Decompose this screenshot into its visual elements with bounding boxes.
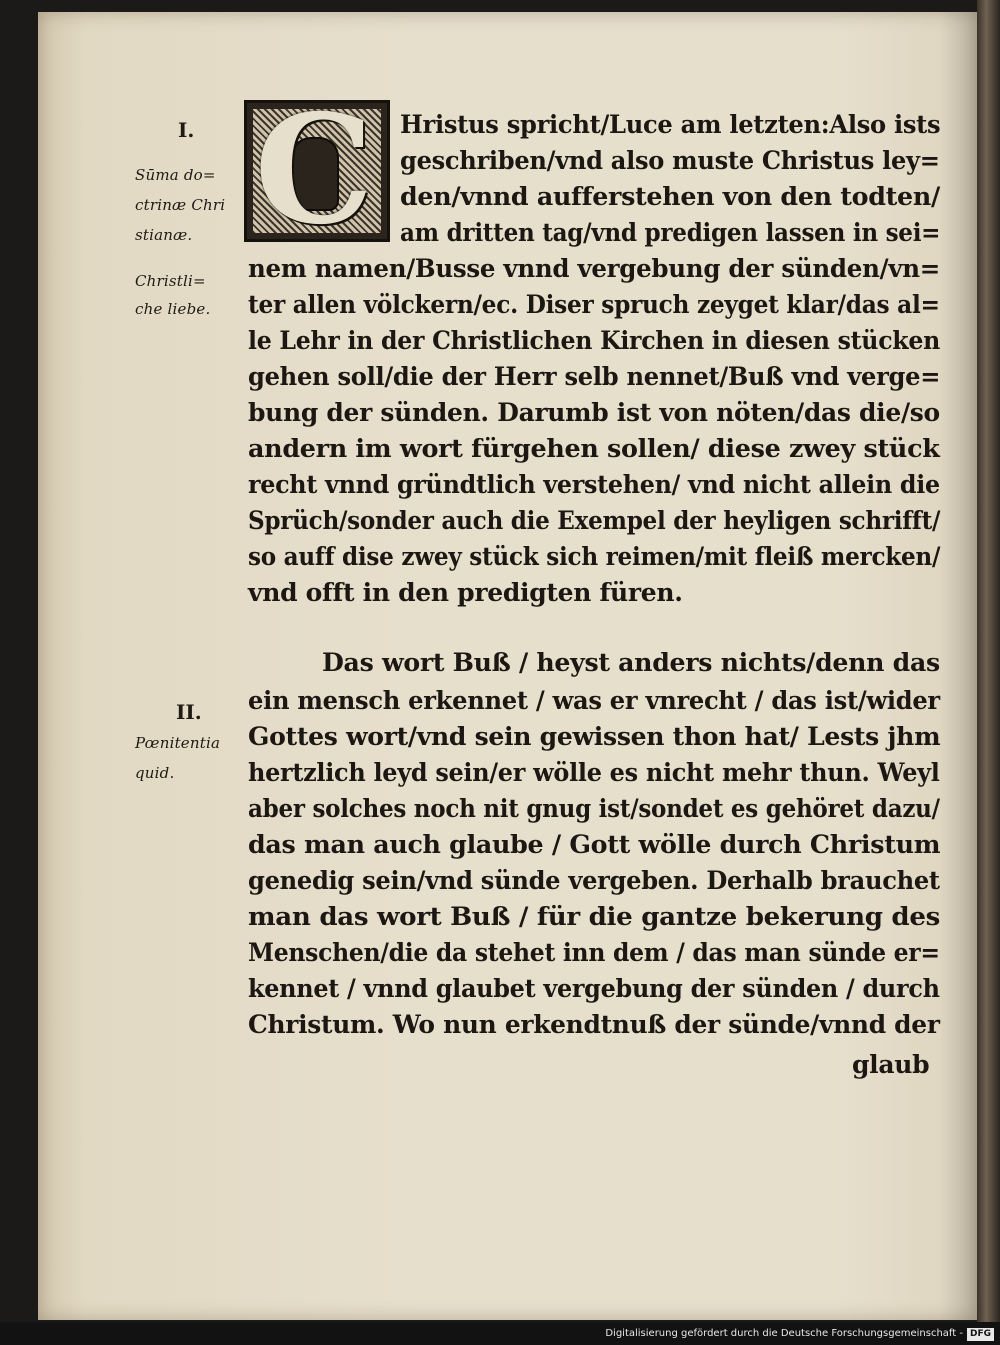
margin-numeral-2: II.: [176, 700, 202, 724]
credit-text: Digitalisierung gefördert durch die Deutsche Forschungsgemeinschaft -: [605, 1328, 963, 1339]
text-line: Christum. Wo nun erkendtnuß der sünde/vnnd der: [248, 1010, 940, 1039]
decorated-initial-c-icon: [244, 82, 390, 258]
text-line: Menschen/die da stehet inn dem / das man sünde er=: [248, 938, 940, 967]
text-line: Hristus spricht/Luce am letzten:Also ists: [400, 110, 941, 139]
text-line: nem namen/Busse vnnd vergebung der sünden/vn=: [248, 254, 940, 283]
text-line: Gottes wort/vnd sein gewissen thon hat/ Lests jhm: [248, 722, 941, 751]
text-line: le Lehr in der Christlichen Kirchen in diesen stücken: [248, 326, 941, 355]
dfg-logo: DFG: [967, 1328, 994, 1341]
margin-note-summa-1: Sūma do=: [135, 166, 216, 184]
margin-note-summa-3: stianæ.: [135, 226, 193, 244]
margin-note-summa-2: ctrinæ Chri: [135, 196, 226, 214]
text-line: vnd offt in den predigten füren.: [248, 578, 683, 607]
text-line: Sprüch/sonder auch die Exempel der heyligen schrifft/: [248, 506, 941, 535]
text-line: am dritten tag/vnd predigen lassen in sei=: [400, 218, 941, 247]
text-line: hertzlich leyd sein/er wölle es nicht mehr thun. Weyl: [248, 758, 940, 787]
margin-note-poenitentia-1: Pœnitentia: [135, 734, 221, 752]
text-line: so auff dise zwey stück sich reimen/mit fleiß mercken/: [248, 542, 941, 571]
text-line: andern im wort fürgehen sollen/ diese zwey stück: [248, 434, 940, 463]
text-line: genedig sein/vnd sünde vergeben. Derhalb brauchet: [248, 866, 940, 895]
text-line: Das wort Buß / heyst anders nichts/denn das: [322, 648, 940, 677]
drop-cap-letter: C: [254, 82, 374, 258]
text-line: man das wort Buß / für die gantze bekerung des: [248, 902, 941, 931]
text-line: ter allen völckern/ec. Diser spruch zeyget klar/das al=: [248, 290, 940, 319]
text-line: kennet / vnnd glaubet vergebung der sünden / durch: [248, 974, 940, 1003]
text-line: recht vnnd gründtlich verstehen/ vnd nicht allein die: [248, 470, 940, 499]
text-line: ein mensch erkennet / was er vnrecht / das ist/wider: [248, 686, 940, 715]
text-line: geschriben/vnd also muste Christus ley=: [400, 146, 940, 175]
margin-numeral-1: I.: [178, 118, 195, 142]
text-line: den/vnnd aufferstehen von den todten/: [400, 182, 940, 211]
digitization-credit: [605, 1322, 994, 1345]
margin-note-liebe-2: che liebe.: [135, 300, 211, 318]
text-line: das man auch glaube / Gott wölle durch Christum: [248, 830, 941, 859]
catchword: glaub: [852, 1050, 930, 1079]
book-spine: [977, 0, 1000, 1322]
text-line: bung der sünden. Darumb ist von nöten/das die/so: [248, 398, 940, 427]
margin-note-liebe-1: Christli=: [135, 272, 206, 290]
margin-note-poenitentia-2: quid.: [135, 764, 175, 782]
text-line: gehen soll/die der Herr selb nennet/Buß vnd verge=: [248, 362, 941, 391]
text-line: aber solches noch nit gnug ist/sondet es gehöret dazu/: [248, 794, 940, 823]
